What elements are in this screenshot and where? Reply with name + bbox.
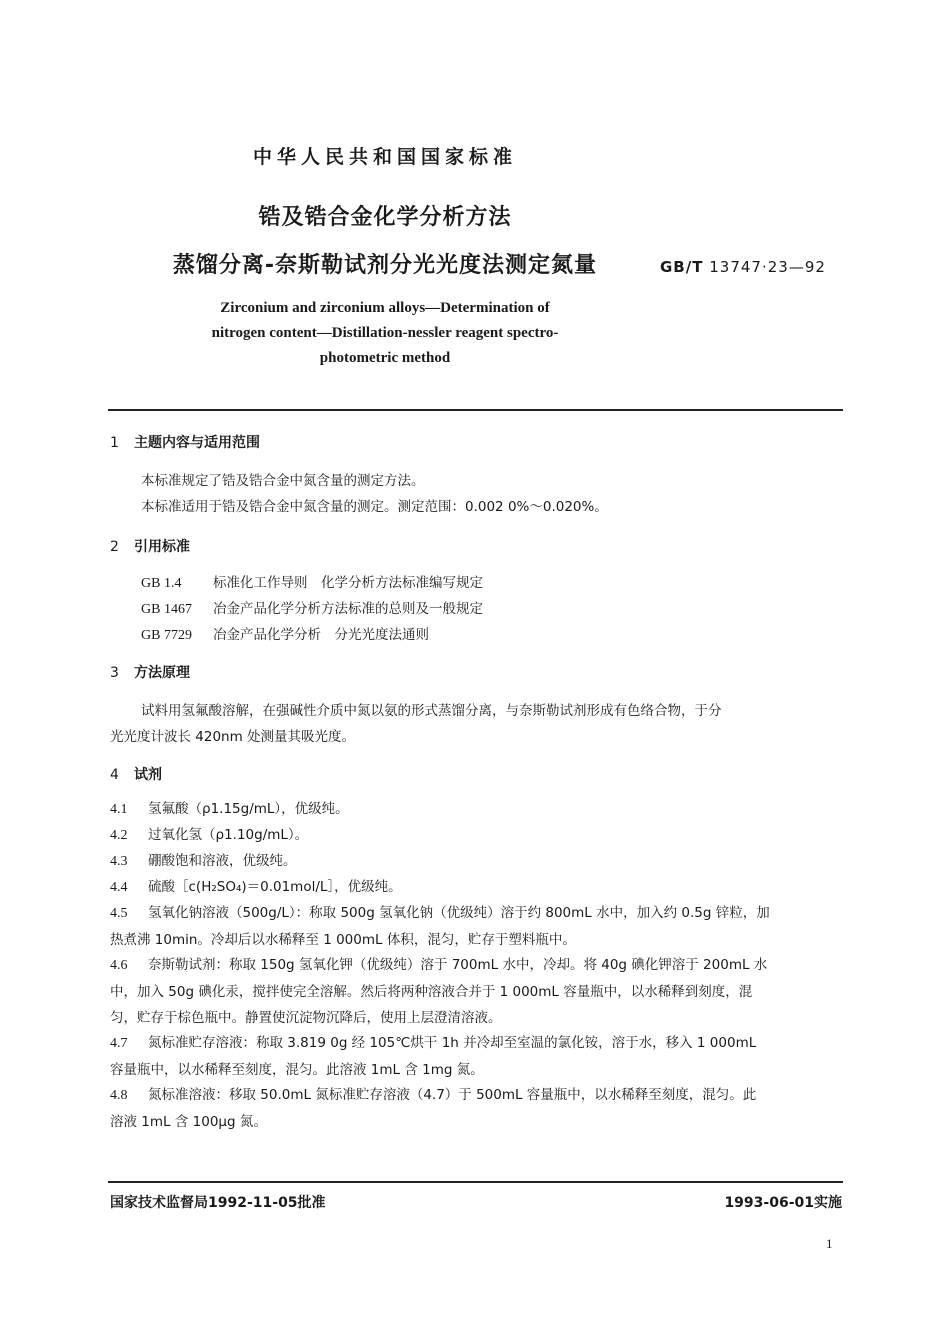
section-3-title: 方法原理 — [134, 665, 190, 681]
section-2-heading — [110, 536, 190, 556]
reagent-item — [110, 874, 843, 901]
reagent-text: 氢氟酸（ρ1.15g/mL），优级纯。 — [148, 801, 349, 817]
section-1-title: 主题内容与适用范围 — [134, 435, 260, 451]
reagent-text-continued: 中，加入 50g 碘化汞，搅拌使完全溶解。然后将两种溶液合并于 1 000mL 容量瓶中，以水稀释到刻度，混 — [110, 984, 753, 1000]
reagent-text: 硼酸饱和溶液，优级纯。 — [148, 853, 297, 869]
reagent-number: 4.1 — [110, 802, 128, 817]
reagent-text-continued: 热煮沸 10min。冷却后以水稀释至 1 000mL 体积，混匀，贮存于塑料瓶中。 — [110, 932, 576, 948]
section-4-heading — [110, 764, 162, 784]
reagent-text: 奈斯勒试剂：称取 150g 氢氧化钾（优级纯）溶于 700mL 水中，冷却。将 40g 碘化钾溶于 200mL 水 — [148, 957, 768, 973]
title-line-2: 蒸馏分离-奈斯勒试剂分光光度法测定氮量 — [172, 253, 598, 278]
reagent-text: 氮标准贮存溶液：称取 3.819 0g 经 105℃烘干 1h 并冷却至室温的氯化铵，溶于水，移入 1 000mL — [148, 1035, 757, 1051]
title-line-1: 锆及锆合金化学分析方法 — [258, 205, 512, 230]
reagent-text: 氢氧化钠溶液（500g/L）：称取 500g 氢氧化钠（优级纯）溶于约 800mL 水中，加入约 0.5g 锌粒，加 — [148, 905, 770, 921]
english-title-line-2: nitrogen content—Distillation-nessler reagent spectro- — [211, 325, 559, 341]
reference-item — [141, 596, 483, 623]
reagent-text: 过氧化氢（ρ1.10g/mL）。 — [148, 827, 309, 843]
reference-text: 冶金产品化学分析 分光光度法通则 — [213, 627, 429, 643]
section-4-title: 试剂 — [134, 767, 162, 783]
reagent-number: 4.6 — [110, 958, 128, 973]
reference-text: 标准化工作导则 化学分析方法标准编写规定 — [213, 575, 483, 591]
reagent-text-continued: 容量瓶中，以水稀释至刻度，混匀。此溶液 1mL 含 1mg 氮。 — [110, 1062, 484, 1078]
header-divider — [108, 409, 843, 411]
national-standard-heading: 中华人民共和国国家标准 — [252, 146, 517, 168]
reference-code: GB 7729 — [141, 628, 192, 643]
section-3-number: 3 — [110, 665, 119, 681]
reagent-number: 4.3 — [110, 854, 128, 869]
reference-code: GB 1.4 — [141, 576, 182, 591]
section-3-line-1: 试料用氢氟酸溶解，在强碱性介质中氮以氨的形式蒸馏分离，与奈斯勒试剂形成有色络合物，于分 — [141, 703, 722, 719]
section-3-line-2: 光光度计波长 420nm 处测量其吸光度。 — [110, 729, 356, 745]
english-title-line-1: Zirconium and zirconium alloys—Determination of — [220, 300, 550, 316]
english-title — [110, 296, 660, 371]
section-1-line-2: 本标准适用于锆及锆合金中氮含量的测定。测定范围：0.002 0%～0.020%。 — [141, 499, 608, 515]
reagent-number: 4.7 — [110, 1036, 128, 1051]
reagent-text-continued: 匀，贮存于棕色瓶中。静置使沉淀物沉降后，使用上层澄清溶液。 — [110, 1010, 502, 1026]
reagent-item — [110, 1082, 843, 1135]
reagent-item — [110, 796, 843, 823]
footer-divider — [108, 1181, 843, 1183]
effective-date: 1993-06-01实施 — [724, 1195, 842, 1211]
reference-item — [141, 622, 429, 649]
section-3-heading — [110, 662, 190, 682]
section-1-number: 1 — [110, 435, 119, 451]
section-2-title: 引用标准 — [134, 539, 190, 555]
reagent-item — [110, 822, 843, 849]
standard-code-number: 13747·23—92 — [709, 258, 826, 276]
reagent-text: 氮标准溶液：移取 50.0mL 氮标准贮存溶液（4.7）于 500mL 容量瓶中，以水稀释至刻度，混匀。此 — [148, 1087, 757, 1103]
reagent-number: 4.4 — [110, 880, 128, 895]
reference-text: 冶金产品化学分析方法标准的总则及一般规定 — [213, 601, 483, 617]
section-1-line-1: 本标准规定了锆及锆合金中氮含量的测定方法。 — [141, 473, 425, 489]
reagent-number: 4.2 — [110, 828, 128, 843]
section-1-heading — [110, 432, 260, 452]
reference-item — [141, 570, 483, 597]
standard-code — [660, 258, 826, 276]
reagent-text: 硫酸［c(H₂SO₄)＝0.01mol/L］，优级纯。 — [148, 879, 402, 895]
standard-code-prefix: GB/T — [660, 258, 704, 276]
reagent-number: 4.8 — [110, 1088, 128, 1103]
reagent-item — [110, 900, 843, 953]
reagent-text-continued: 溶液 1mL 含 100μg 氮。 — [110, 1114, 267, 1130]
reagent-number: 4.5 — [110, 906, 128, 921]
english-title-line-3: photometric method — [319, 350, 451, 366]
approval-date: 国家技术监督局1992-11-05批准 — [110, 1195, 326, 1211]
section-2-number: 2 — [110, 539, 119, 555]
reagent-item — [110, 952, 843, 1031]
page-number: 1 — [826, 1236, 833, 1251]
reference-code: GB 1467 — [141, 602, 192, 617]
section-4-number: 4 — [110, 767, 119, 783]
reagent-item — [110, 1030, 843, 1083]
reagent-item — [110, 848, 843, 875]
